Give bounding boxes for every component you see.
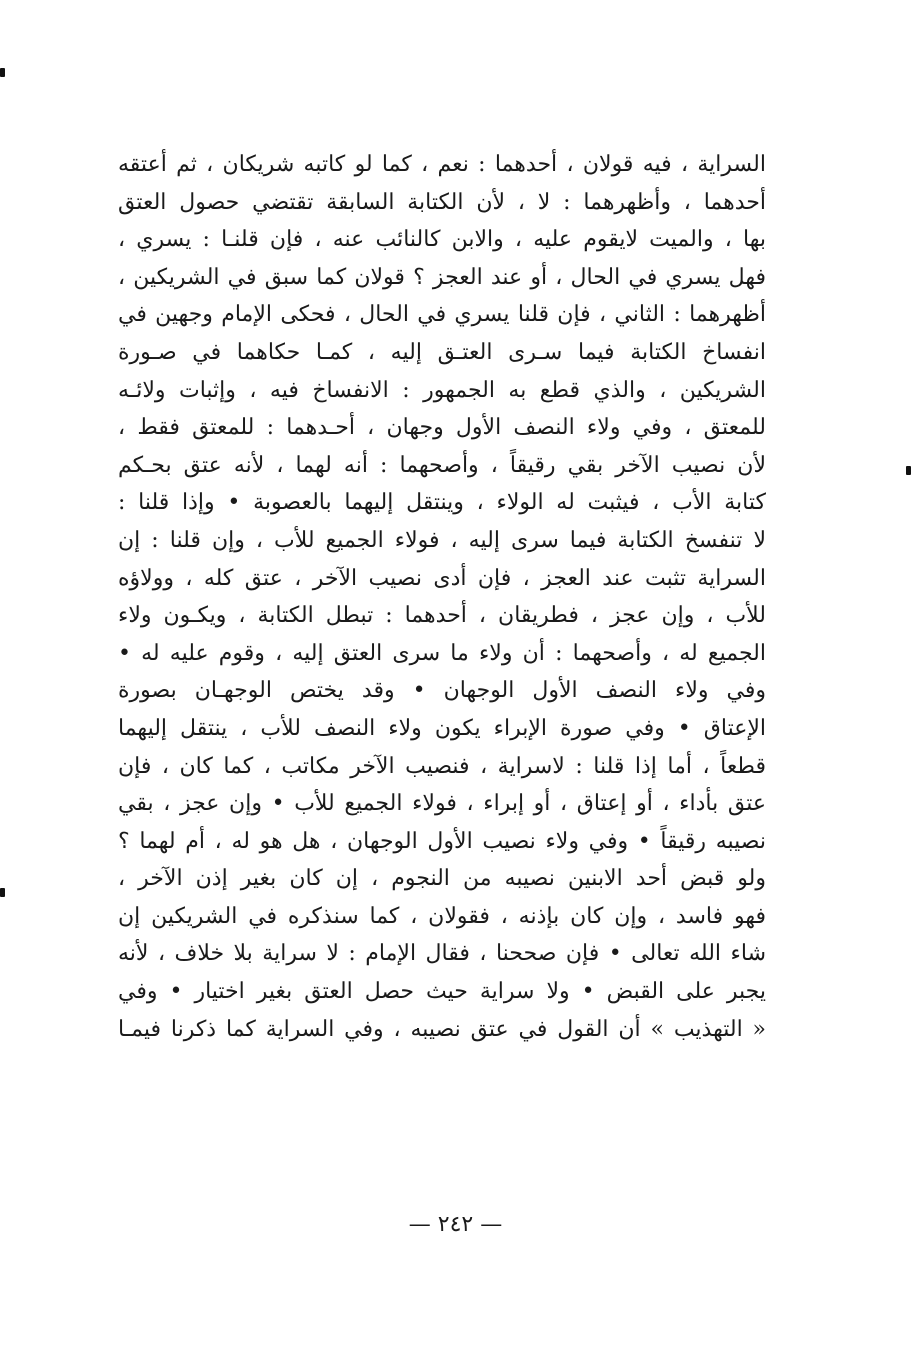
page-number: — ٢٤٢ — <box>408 1212 503 1237</box>
text-line: وفي ولاء النصف الأول الوجهان • وقد يختص الوجهـان بصورة <box>118 678 766 704</box>
text-line: للمعتق ، وفي ولاء النصف الأول وجهان ، أحـدهما : للمعتق فقط ، <box>118 415 766 441</box>
text-line: لأن نصيب الآخر بقي رقيقاً ، وأصحهما : أنه لهما ، لأنه عتق بحـكم <box>118 452 766 478</box>
text-line: عتق بأداء ، أو إعتاق ، أو إبراء ، فولاء الجميع للأب • وإن عجز ، بقي <box>118 791 766 817</box>
text-line: الشريكين ، والذي قطع به الجمهور : الانفساخ فيه ، وإثبات ولائـه <box>118 377 766 403</box>
right-edge-mark-middle <box>906 466 911 475</box>
text-line: أحدهما ، وأظهرهما : لا ، لأن الكتابة السابقة تقتضي حصول العتق <box>118 189 766 215</box>
text-line: كتابة الأب ، فيثبت له الولاء ، وينتقل إليهما بالعصوبة • وإذا قلنا : <box>118 490 766 516</box>
text-line: نصيبه رقيقاً • وفي ولاء نصيب الأول الوجهان ، هل هو له ، أم لهما ؟ <box>118 828 766 854</box>
text-line: يجبر على القبض • ولا سراية حيث حصل العتق بغير اختيار • وفي <box>118 979 766 1005</box>
text-line: قطعاً ، أما إذا قلنا : لاسراية ، فنصيب الآخر مكاتب ، كما كان ، فإن <box>118 753 766 779</box>
body-text <box>118 146 766 1048</box>
text-line: للأب ، وإن عجز ، فطريقان ، أحدهما : تبطل الكتابة ، ويكـون ولاء <box>118 603 766 629</box>
text-line: السراية تثبت عند العجز ، فإن أدى نصيب الآخر ، عتق كله ، وولاؤه <box>118 565 766 591</box>
text-line: فهل يسري في الحال ، أو عند العجز ؟ قولان كما سبق في الشريكين ، <box>118 264 766 290</box>
text-line: لا تنفسخ الكتابة فيما سرى إليه ، فولاء الجميع للأب ، وإن قلنا : إن <box>118 527 766 553</box>
text-line: السراية ، فيه قولان ، أحدهما : نعم ، كما لو كاتبه شريكان ، ثم أعتقه <box>118 152 766 177</box>
text-line: ولو قبض أحد الابنين نصيبه من النجوم ، إن كان بغير إذن الآخر ، <box>118 866 766 892</box>
text-line: الجميع له ، وأصحهما : أن ولاء ما سرى العتق إليه ، وقوم عليه له • <box>118 640 766 666</box>
left-edge-mark-bottom <box>0 888 5 897</box>
left-edge-mark-top <box>0 68 5 77</box>
text-line: شاء الله تعالى • فإن صححنا ، فقال الإمام : لا سراية بلا خلاف ، لأنه <box>118 941 766 967</box>
text-line: الإعتاق • وفي صورة الإبراء يكون ولاء النصف للأب ، ينتقل إليهما <box>118 715 766 741</box>
text-line: « التهذيب » أن القول في عتق نصيبه ، وفي السراية كما ذكرنا فيمـا <box>118 1016 766 1042</box>
text-line: فهو فاسد ، وإن كان بإذنه ، فقولان ، كما سنذكره في الشريكين إن <box>118 903 766 929</box>
text-line: انفساخ الكتابة فيما سـرى العتـق إليه ، كمـا حكاهما في صـورة <box>118 339 766 365</box>
text-line: أظهرهما : الثاني ، فإن قلنا يسري في الحال ، فحكى الإمام وجهين في <box>118 302 766 328</box>
text-line: بها ، والميت لايقوم عليه ، والابن كالنائب عنه ، فإن قلنـا : يسري ، <box>118 227 766 253</box>
